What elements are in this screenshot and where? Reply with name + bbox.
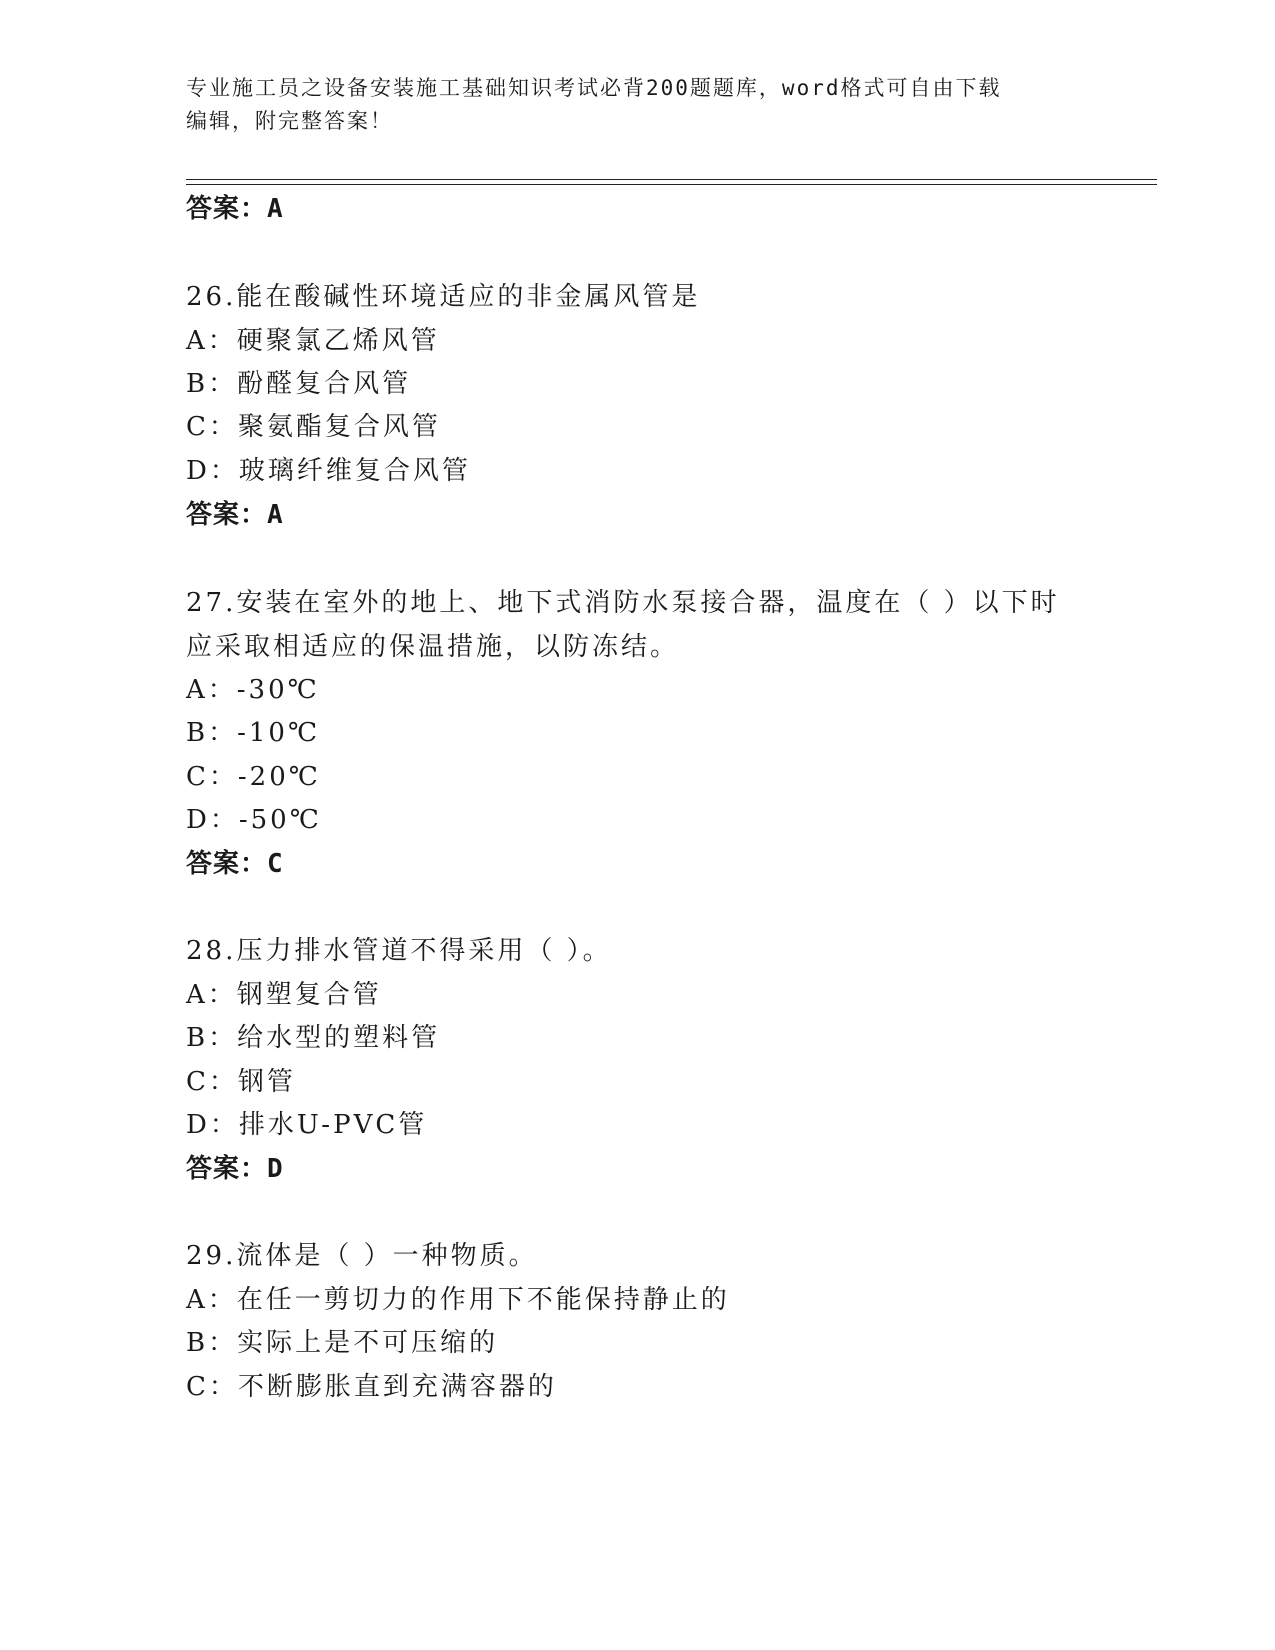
question-stem: 28.压力排水管道不得采用（ ）。 — [186, 936, 612, 966]
option-d: D：-50℃ — [186, 805, 322, 835]
previous-answer: 答案：A — [186, 194, 284, 224]
question-stem: 27.安装在室外的地上、地下式消防水泵接合器，温度在（ ）以下时 — [186, 588, 1060, 618]
header-rule-top — [186, 179, 1157, 180]
answer: 答案：D — [186, 1154, 284, 1184]
option-a: A：-30℃ — [186, 675, 320, 705]
header-line-1: 专业施工员之设备安装施工基础知识考试必背200题题库，word格式可自由下载 — [186, 76, 1002, 100]
option-a: A：在任一剪切力的作用下不能保持静止的 — [186, 1285, 730, 1315]
question-stem: 26.能在酸碱性环境适应的非金属风管是 — [186, 282, 701, 312]
header-line-2: 编辑，附完整答案！ — [186, 109, 393, 133]
option-a: A：硬聚氯乙烯风管 — [186, 326, 440, 356]
option-d: D：玻璃纤维复合风管 — [186, 456, 471, 486]
option-c: C：-20℃ — [186, 762, 321, 792]
header-rule-bottom — [186, 184, 1157, 185]
option-b: B：-10℃ — [186, 718, 321, 748]
question-stem-continued: 应采取相适应的保温措施，以防冻结。 — [186, 632, 680, 662]
question-stem: 29.流体是（ ）一种物质。 — [186, 1241, 538, 1271]
option-d: D：排水U-PVC管 — [186, 1110, 428, 1140]
option-c: C：钢管 — [186, 1067, 296, 1097]
option-c: C：聚氨酯复合风管 — [186, 412, 441, 442]
answer: 答案：A — [186, 500, 284, 530]
option-b: B：给水型的塑料管 — [186, 1023, 441, 1053]
document-header — [186, 72, 1076, 138]
option-a: A：钢塑复合管 — [186, 980, 382, 1010]
answer: 答案：C — [186, 849, 284, 879]
option-b: B：实际上是不可压缩的 — [186, 1328, 499, 1358]
option-c: C：不断膨胀直到充满容器的 — [186, 1372, 557, 1402]
option-b: B：酚醛复合风管 — [186, 369, 412, 399]
